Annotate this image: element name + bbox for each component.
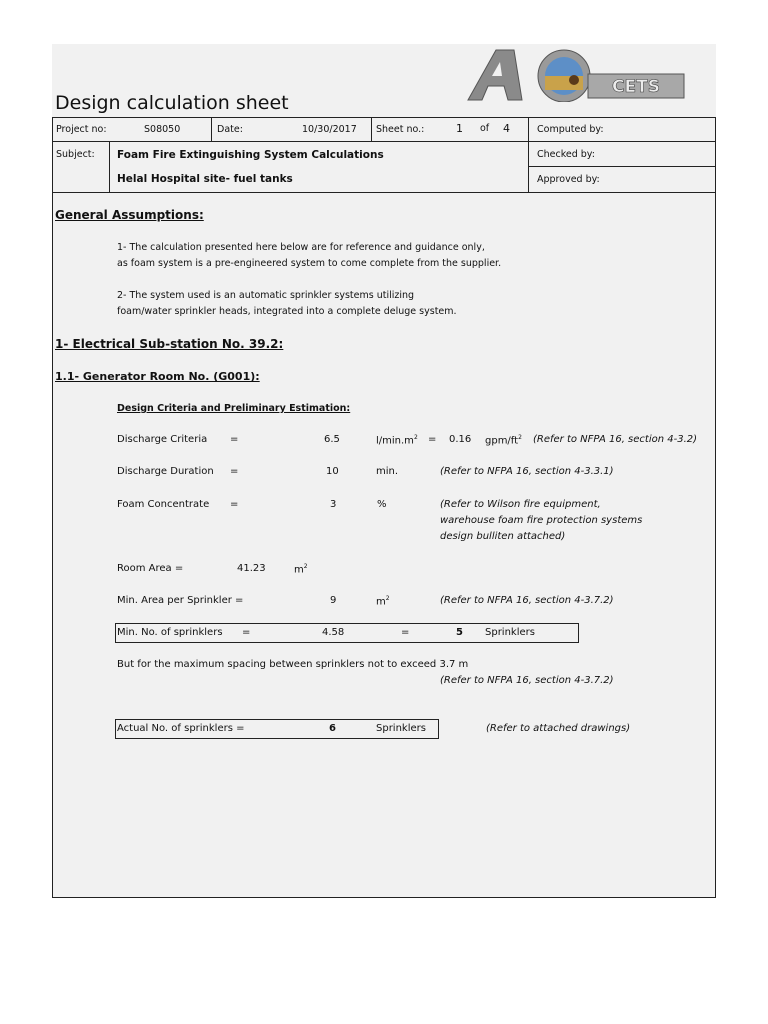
company-logo (462, 44, 688, 102)
spacing-note: But for the maximum spacing between sprinklers not to exceed 3.7 m (117, 659, 469, 670)
sheet-current: 1 (456, 122, 463, 135)
foam-concentrate-ref-2: warehouse foam fire protection systems (440, 515, 643, 526)
min-sprinklers-eq2: = (401, 627, 410, 638)
foam-concentrate-unit: % (377, 499, 387, 510)
discharge-duration-unit: min. (376, 466, 399, 477)
divider (211, 117, 212, 142)
approved-by-label: Approved by: (537, 174, 600, 185)
room-area-value: 41.23 (237, 563, 266, 574)
min-area-unit: $m^2$ (376, 595, 390, 608)
foam-concentrate-value: 3 (330, 499, 337, 510)
discharge-criteria-value: 6.5 (324, 434, 340, 445)
room-area-label: Room Area = (117, 563, 184, 574)
foam-concentrate-eq: = (230, 499, 239, 510)
min-area-value: 9 (330, 595, 337, 606)
date-value: 10/30/2017 (302, 124, 357, 135)
assumptions-heading: General Assumptions: (55, 208, 204, 222)
discharge-duration-ref: (Refer to NFPA 16, section 4-3.3.1) (440, 466, 614, 477)
section-1-heading: 1- Electrical Sub-station No. 39.2: (55, 337, 284, 351)
divider (528, 166, 716, 167)
computed-by-label: Computed by: (537, 124, 604, 135)
project-no-label: Project no: (56, 124, 107, 135)
discharge-criteria-eq: = (230, 434, 239, 445)
discharge-criteria-value2: 0.16 (449, 434, 472, 445)
assumption-2-line-2: foam/water sprinkler heads, integrated into a complete deluge system. (117, 306, 457, 317)
spacing-ref: (Refer to NFPA 16, section 4-3.7.2) (440, 675, 614, 686)
min-area-label: Min. Area per Sprinkler = (117, 595, 244, 606)
divider (528, 117, 529, 193)
checked-by-label: Checked by: (537, 149, 595, 160)
section-1-1-heading: 1.1- Generator Room No. (G001): (55, 370, 260, 383)
actual-sprinklers-unit: Sprinklers (376, 723, 426, 734)
discharge-criteria-unit2: gpm/$ft^2$ (485, 434, 522, 447)
sheet-of: of (480, 123, 490, 134)
min-sprinklers-result: 5 (456, 627, 463, 638)
subject-label: Subject: (56, 149, 95, 160)
actual-sprinklers-label: Actual No. of sprinklers = (117, 723, 245, 734)
divider (528, 141, 716, 142)
sheet-total: 4 (503, 122, 510, 135)
divider (371, 117, 372, 142)
min-area-ref: (Refer to NFPA 16, section 4-3.7.2) (440, 595, 614, 606)
min-sprinklers-label: Min. No. of sprinklers (117, 627, 223, 638)
divider (109, 141, 110, 193)
min-sprinklers-eq: = (242, 627, 251, 638)
discharge-criteria-ref: (Refer to NFPA 16, section 4-3.2) (533, 434, 698, 445)
discharge-criteria-unit: $l/\min.m^2$ (376, 434, 418, 447)
project-no-value: S08050 (144, 124, 181, 135)
discharge-duration-label: Discharge Duration (117, 466, 214, 477)
assumption-2-line-1: 2- The system used is an automatic sprinkler systems utilizing (117, 290, 415, 301)
room-area-unit: $m^2$ (294, 563, 308, 576)
actual-sprinklers-ref: (Refer to attached drawings) (486, 723, 631, 734)
assumption-1-line-2: as foam system is a pre-engineered system to come complete from the supplier. (117, 258, 502, 269)
page-title: Design calculation sheet (55, 92, 289, 114)
criteria-heading: Design Criteria and Preliminary Estimation: (117, 403, 351, 414)
foam-concentrate-label: Foam Concentrate (117, 499, 210, 510)
svg-text:CETS: CETS (612, 77, 660, 97)
divider (52, 141, 528, 142)
min-sprinklers-value: 4.58 (322, 627, 345, 638)
sheet-no-label: Sheet no.: (376, 124, 425, 135)
min-sprinklers-unit: Sprinklers (485, 627, 535, 638)
subject-line-2: Helal Hospital site- fuel tanks (117, 173, 293, 185)
discharge-duration-eq: = (230, 466, 239, 477)
actual-sprinklers-value: 6 (329, 723, 336, 734)
discharge-duration-value: 10 (326, 466, 339, 477)
discharge-criteria-label: Discharge Criteria (117, 434, 208, 445)
date-label: Date: (217, 124, 243, 135)
foam-concentrate-ref-3: design bulliten attached) (440, 531, 566, 542)
discharge-criteria-eq2: = (428, 434, 437, 445)
assumption-1-line-1: 1- The calculation presented here below are for reference and guidance only, (117, 242, 485, 253)
subject-line-1: Foam Fire Extinguishing System Calculations (117, 149, 384, 161)
foam-concentrate-ref-1: (Refer to Wilson fire equipment, (440, 499, 601, 510)
